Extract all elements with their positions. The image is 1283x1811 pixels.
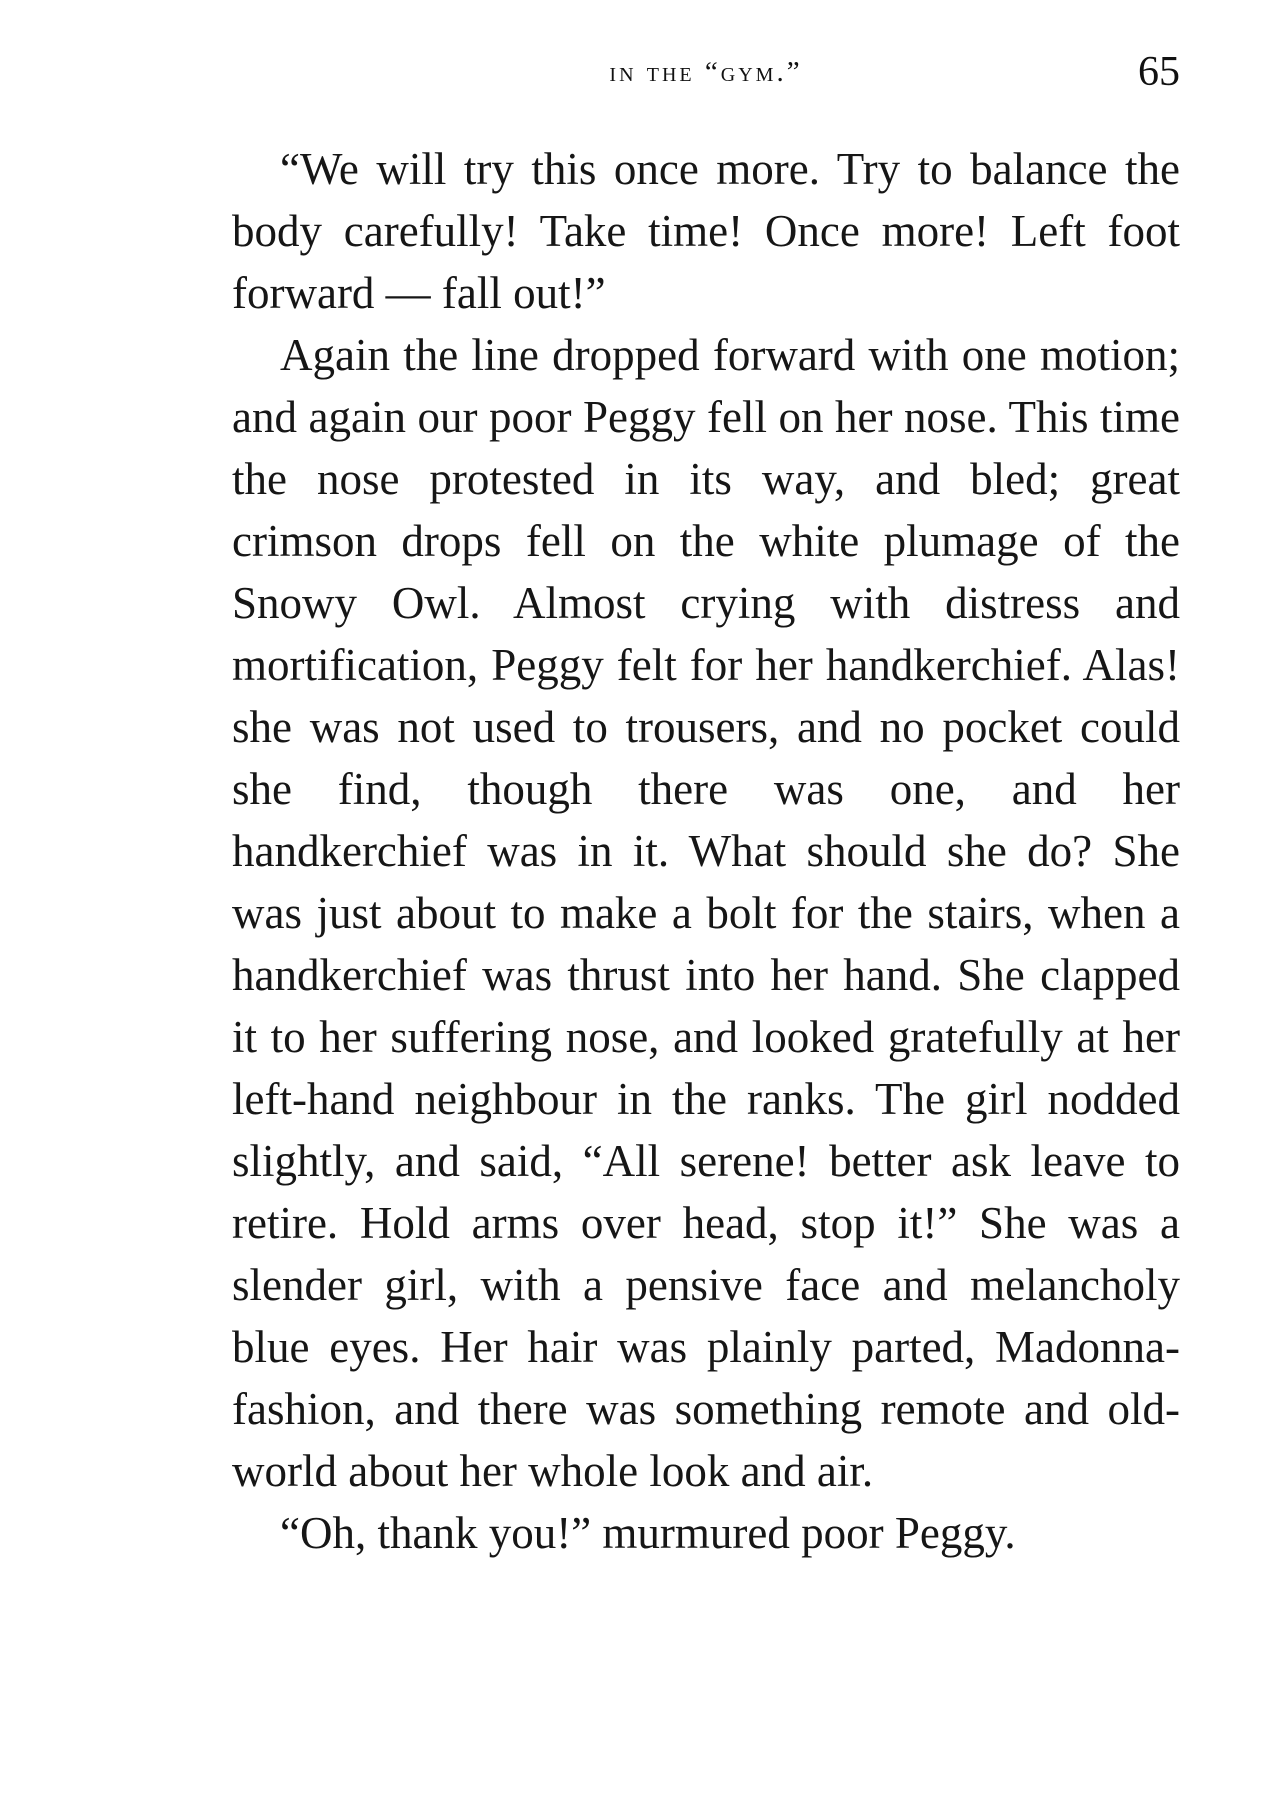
running-title: in the “gym.”: [609, 56, 803, 88]
page-number: 65: [1138, 49, 1180, 95]
running-head: [232, 48, 1180, 104]
paragraph-instruction: “We will try this once more. Try to balance the body carefully! Take time! Once more! Left foot forward — fall out!”: [232, 144, 1180, 318]
paragraph-narrative: Again the line dropped forward with one motion; and again our poor Peggy fell on her nose. This time the nose protested in its way, and bled; great crimson drops fell on the white plumage of the Snowy Owl. Almost crying with distress and mortification, Peggy felt for her handkerchief. Alas! she was not used to trousers, and no pocket could she find, though there was one, and her handkerchief was in it. What should she do? She was just about to make a bolt for the stairs, when a handkerchief was thrust into her hand. She clapped it to her suffering nose, and looked gratefully at her left-hand neighbour in the ranks. The girl nodded slightly, and said, “All serene! better ask leave to retire. Hold arms over head, stop it!” She was a slender girl, with a pensive face and melancholy blue eyes. Her hair was plainly parted, Madonna-fashion, and there was something remote and old-world about her whole look and air.: [232, 330, 1180, 1496]
body-text: [232, 138, 1180, 1564]
paragraph-thanks: “Oh, thank you!” murmured poor Peggy.: [280, 1508, 1016, 1558]
